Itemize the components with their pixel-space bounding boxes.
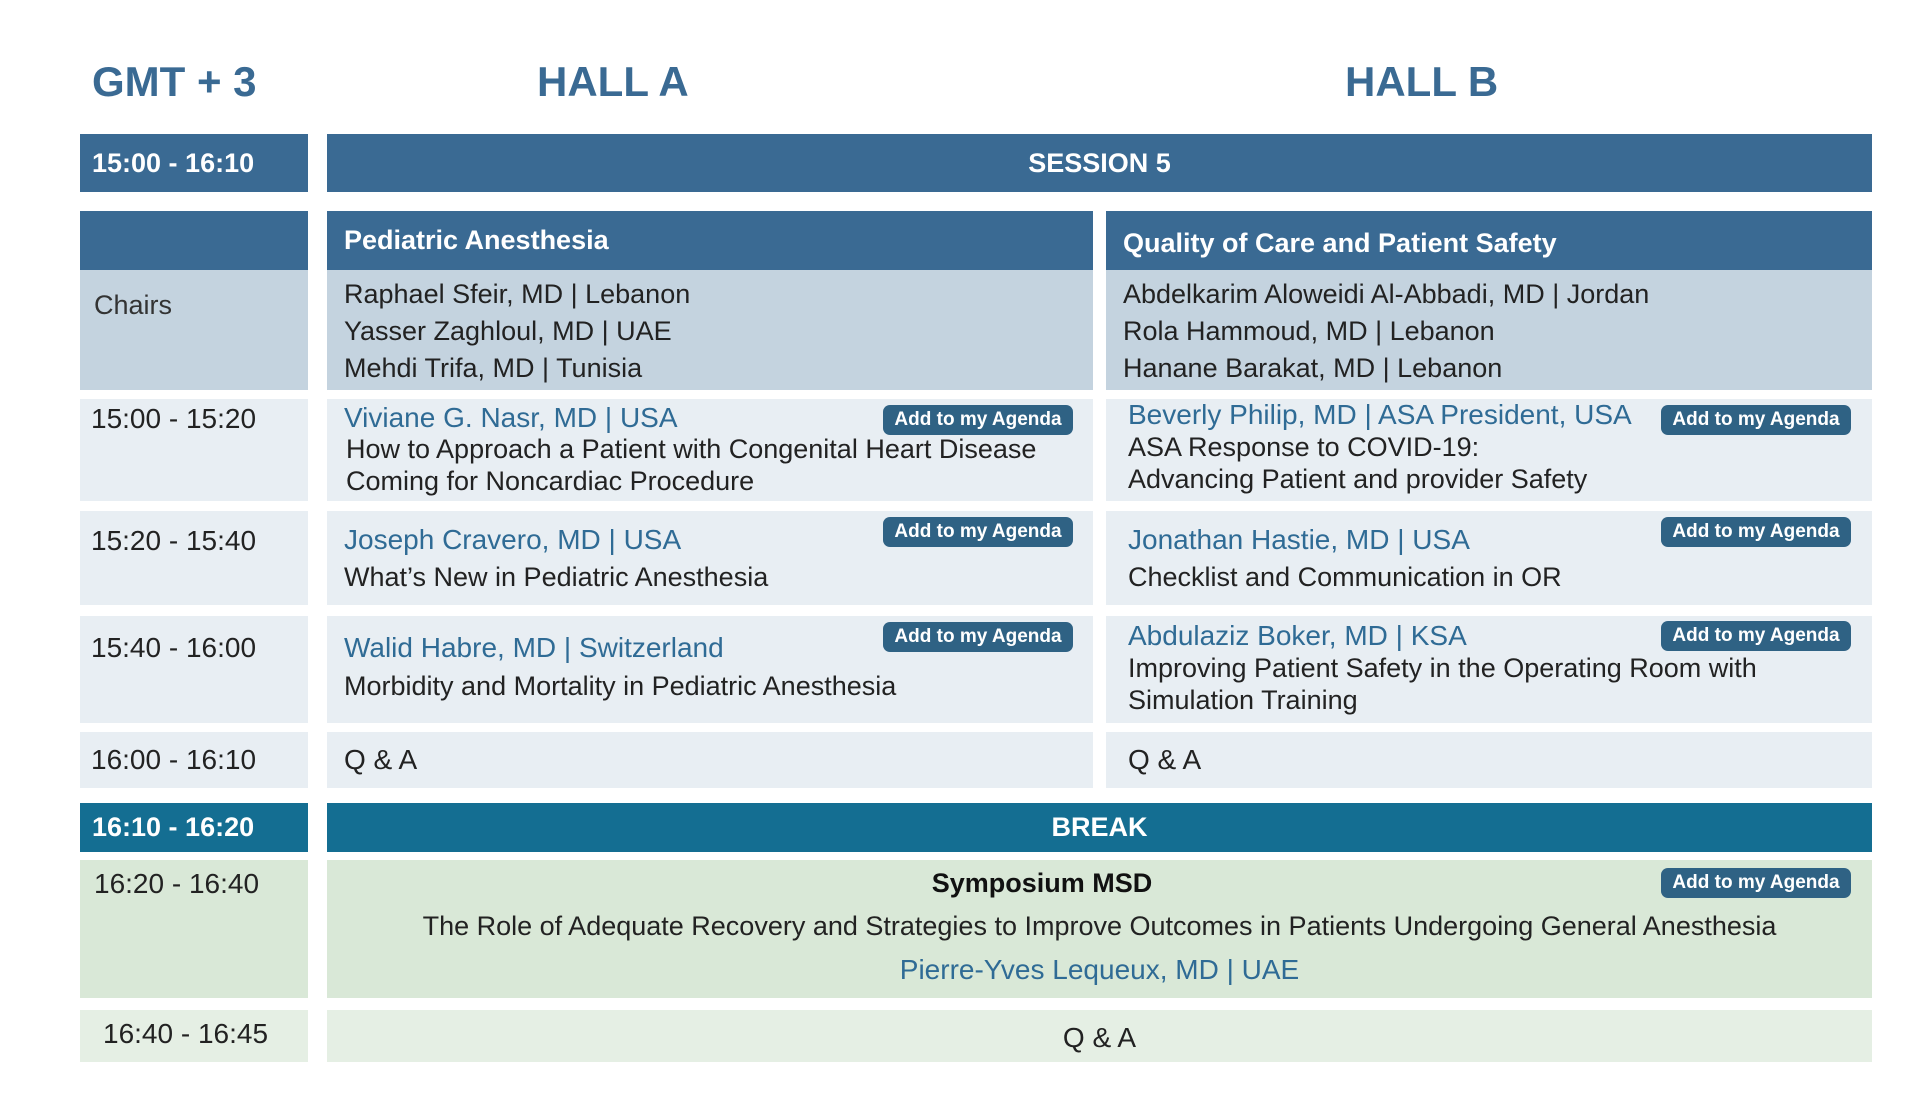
speaker-name[interactable]: Abdulaziz Boker, MD | KSA [1128, 620, 1467, 651]
talk-title-line: ASA Response to COVID-19: [1128, 432, 1480, 462]
speaker-name[interactable]: Viviane G. Nasr, MD | USA [344, 402, 678, 433]
talk-time: 15:00 - 15:20 [80, 399, 308, 501]
chair-name: Mehdi Trifa, MD | Tunisia [344, 353, 643, 383]
track-title-hall-b: Quality of Care and Patient Safety [1106, 211, 1872, 270]
qa-time: 16:00 - 16:10 [80, 732, 308, 788]
talk-title-line: What’s New in Pediatric Anesthesia [344, 562, 769, 592]
time-column-header [80, 211, 308, 270]
symposium-cell [327, 860, 1872, 998]
talk-time: 15:20 - 15:40 [80, 511, 308, 605]
symposium-time: 16:20 - 16:40 [80, 860, 308, 998]
chair-name: Raphael Sfeir, MD | Lebanon [344, 279, 691, 309]
add-to-agenda-button[interactable]: Add to my Agenda [1661, 621, 1851, 651]
add-to-agenda-button[interactable]: Add to my Agenda [883, 405, 1073, 435]
chair-name: Yasser Zaghloul, MD | UAE [344, 316, 672, 346]
qa-hall-a: Q & A [327, 732, 1093, 788]
chair-name: Hanane Barakat, MD | Lebanon [1123, 353, 1503, 383]
talk-time: 15:40 - 16:00 [80, 616, 308, 723]
talk-title [1128, 652, 1868, 716]
talk-cell-hall-a [327, 399, 1093, 501]
session-title: SESSION 5 [327, 134, 1872, 192]
chairs-label: Chairs [80, 270, 308, 390]
add-to-agenda-button[interactable]: Add to my Agenda [1661, 405, 1851, 435]
break-title: BREAK [327, 803, 1872, 852]
chairs-hall-b [1106, 270, 1872, 390]
add-to-agenda-button[interactable]: Add to my Agenda [1661, 868, 1851, 898]
hall-a-header: HALL A [537, 58, 689, 105]
talk-title-line: How to Approach a Patient with Congenital Heart Disease [346, 434, 1037, 464]
speaker-name[interactable]: Walid Habre, MD | Switzerland [344, 632, 724, 663]
talk-title [346, 433, 1086, 497]
chair-name: Rola Hammoud, MD | Lebanon [1123, 316, 1495, 346]
speaker-name[interactable]: Jonathan Hastie, MD | USA [1128, 524, 1470, 555]
hall-b-header: HALL B [1345, 58, 1499, 105]
track-title-hall-a: Pediatric Anesthesia [327, 211, 1093, 270]
speaker-name[interactable]: Beverly Philip, MD | ASA President, USA [1128, 399, 1632, 430]
talk-title [344, 670, 1084, 702]
final-qa-text: Q & A [327, 1010, 1872, 1062]
symposium-description: The Role of Adequate Recovery and Strategies to Improve Outcomes in Patients Undergoing General Anesthesia [422, 911, 1777, 941]
talk-title-line: Advancing Patient and provider Safety [1128, 464, 1588, 494]
talk-cell-hall-b [1106, 399, 1872, 501]
add-to-agenda-button[interactable]: Add to my Agenda [1661, 517, 1851, 547]
talk-title-line: Checklist and Communication in OR [1128, 562, 1562, 592]
talk-title [1128, 431, 1868, 495]
session-time: 15:00 - 16:10 [80, 134, 308, 192]
chairs-hall-a [327, 270, 1093, 390]
timezone-header: GMT + 3 [92, 58, 257, 105]
qa-hall-b: Q & A [1106, 732, 1872, 788]
talk-cell-hall-a [327, 616, 1093, 723]
talk-title [1128, 561, 1868, 593]
add-to-agenda-button[interactable]: Add to my Agenda [883, 517, 1073, 547]
break-time: 16:10 - 16:20 [80, 803, 308, 852]
chair-name: Abdelkarim Aloweidi Al-Abbadi, MD | Jordan [1123, 279, 1650, 309]
talk-title-line: Improving Patient Safety in the Operating Room with [1128, 653, 1757, 683]
talk-title [344, 561, 1084, 593]
talk-title-line: Simulation Training [1128, 685, 1358, 715]
symposium-speaker[interactable]: Pierre-Yves Lequeux, MD | UAE [899, 954, 1300, 985]
talk-title-line: Morbidity and Mortality in Pediatric Anesthesia [344, 671, 897, 701]
talk-title-line: Coming for Noncardiac Procedure [346, 466, 755, 496]
talk-cell-hall-b [1106, 511, 1872, 605]
symposium-title: Symposium MSD [931, 868, 1153, 898]
talk-cell-hall-a [327, 511, 1093, 605]
final-qa-time: 16:40 - 16:45 [80, 1010, 308, 1062]
talk-cell-hall-b [1106, 616, 1872, 723]
speaker-name[interactable]: Joseph Cravero, MD | USA [344, 524, 682, 555]
add-to-agenda-button[interactable]: Add to my Agenda [883, 622, 1073, 652]
